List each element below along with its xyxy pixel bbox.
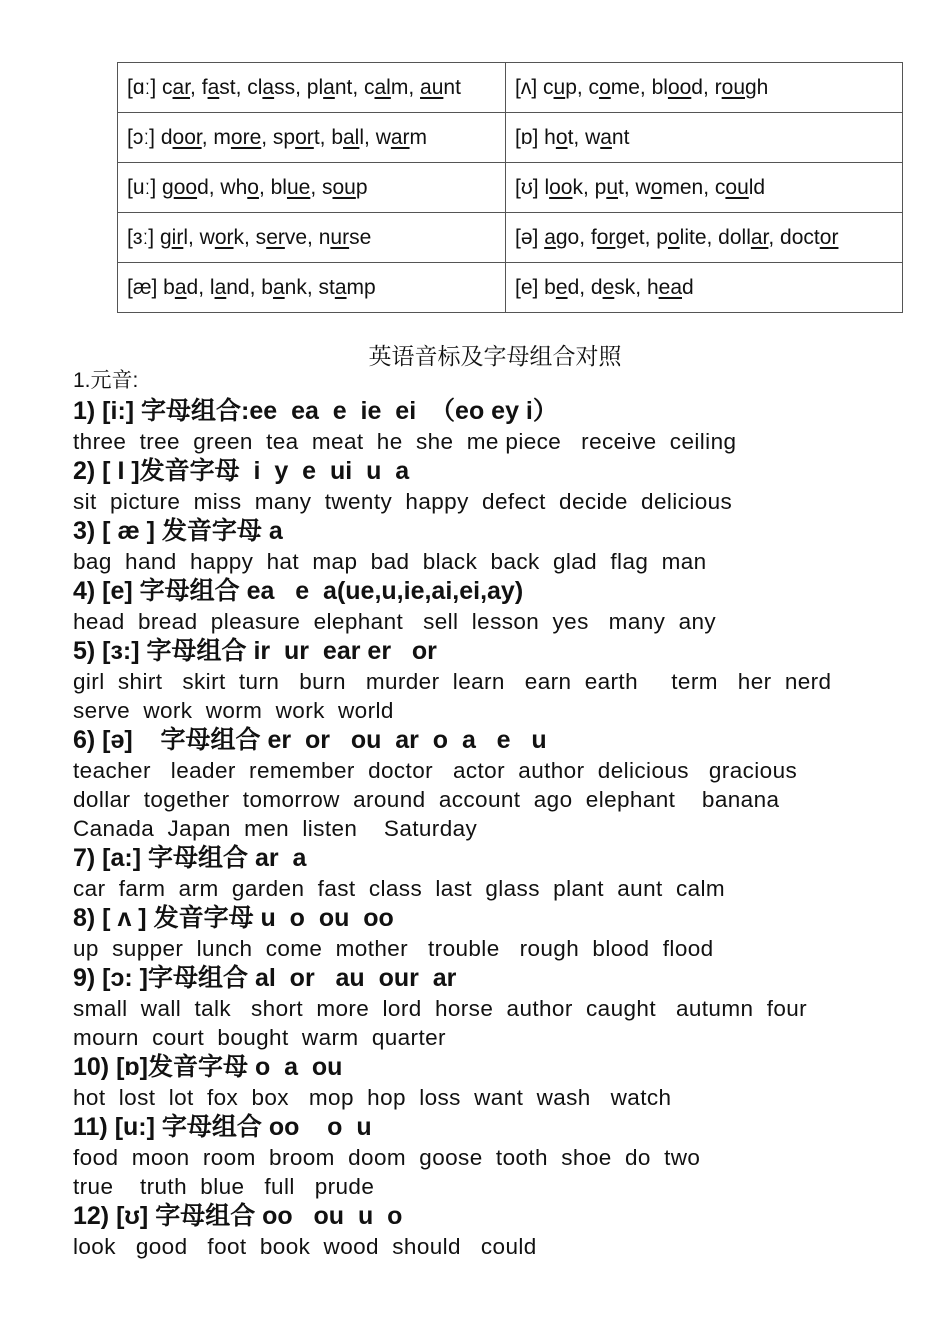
underlined-letters: ea bbox=[658, 275, 682, 299]
phonetic-cell bbox=[118, 263, 506, 313]
vowel-section bbox=[73, 1201, 933, 1261]
underlined-letters: a bbox=[544, 225, 556, 249]
underlined-letters: ar bbox=[390, 125, 410, 149]
underlined-letters: u bbox=[553, 75, 566, 99]
phonetic-text: [ɒ] h bbox=[515, 125, 556, 149]
vowel-section bbox=[73, 636, 933, 725]
example-words: true truth blue full prude bbox=[73, 1174, 375, 1199]
phonetic-text: p, c bbox=[565, 75, 600, 99]
underlined-letters: o bbox=[650, 175, 663, 199]
phonetic-text: , m bbox=[201, 125, 231, 149]
phonetic-row bbox=[118, 263, 903, 313]
example-words: up supper lunch come mother trouble rough blood flood bbox=[73, 936, 714, 961]
vowel-section bbox=[73, 396, 933, 456]
underlined-letters: ou bbox=[721, 75, 745, 99]
phonetic-text: go, f bbox=[555, 225, 597, 249]
underlined-letters: a bbox=[262, 75, 275, 99]
underlined-letters: ou bbox=[332, 175, 356, 199]
underlined-letters: o bbox=[667, 225, 680, 249]
phonetic-row bbox=[118, 163, 903, 213]
vowel-section bbox=[73, 576, 933, 636]
underlined-letters: ir bbox=[171, 225, 184, 249]
example-words: Canada Japan men listen Saturday bbox=[73, 816, 478, 841]
phonetic-text: [ɜː] g bbox=[127, 225, 172, 249]
phonetic-text: k, s bbox=[233, 225, 267, 249]
underlined-letters: ore bbox=[230, 125, 262, 149]
vowel-section bbox=[73, 516, 933, 576]
phonetic-text: t, b bbox=[313, 125, 343, 149]
underlined-letters: al bbox=[343, 125, 360, 149]
example-words: serve work worm work world bbox=[73, 698, 394, 723]
underlined-letters: oo bbox=[667, 75, 692, 99]
underlined-letters: o bbox=[555, 125, 568, 149]
phonetic-text: p bbox=[355, 175, 368, 199]
underlined-letters: o bbox=[599, 75, 611, 99]
example-words: dollar together tomorrow around account ago elephant banana bbox=[73, 787, 780, 812]
vowel-heading: 1) [i:] 字母组合:ee ea e ie ei （eo ey i） bbox=[73, 397, 558, 425]
phonetic-row bbox=[118, 113, 903, 163]
phonetic-text: [ʊ] l bbox=[515, 175, 550, 199]
example-words: girl shirt skirt turn burn murder learn earn earth term her nerd bbox=[73, 669, 832, 694]
phonetic-row bbox=[118, 63, 903, 113]
phonetic-text: ld bbox=[748, 175, 766, 199]
phonetic-cell bbox=[118, 163, 506, 213]
section-subtitle: 1.元音: bbox=[73, 369, 139, 392]
phonetic-text: , doct bbox=[768, 225, 820, 249]
vowel-section bbox=[73, 843, 933, 903]
phonetic-text: nt bbox=[611, 125, 630, 149]
example-words: bag hand happy hat map bad black back glad flag man bbox=[73, 549, 707, 574]
vowel-heading: 10) [ɒ]发音字母 o a ou bbox=[73, 1053, 343, 1081]
phonetic-cell bbox=[506, 263, 903, 313]
phonetic-table-body bbox=[118, 63, 903, 313]
phonetic-text: [ɑː] c bbox=[127, 75, 173, 99]
phonetic-text: [e] b bbox=[515, 275, 556, 299]
underlined-letters: a bbox=[600, 125, 612, 149]
underlined-letters: a bbox=[334, 275, 347, 299]
example-words: three tree green tea meat he she me piece receive ceiling bbox=[73, 429, 737, 454]
example-words: food moon room broom doom goose tooth shoe do two bbox=[73, 1145, 701, 1170]
example-words: sit picture miss many twenty happy defect decide delicious bbox=[73, 489, 733, 514]
underlined-letters: a bbox=[272, 275, 285, 299]
phonetic-cell bbox=[118, 113, 506, 163]
vowel-section bbox=[73, 1052, 933, 1112]
vowel-heading: 4) [e] 字母组合 ea e a(ue,u,ie,ai,ei,ay) bbox=[73, 577, 524, 605]
underlined-letters: a bbox=[323, 75, 335, 99]
example-words: car farm arm garden fast class last glass plant aunt calm bbox=[73, 876, 726, 901]
phonetic-cell bbox=[506, 113, 903, 163]
phonetic-text: d, wh bbox=[197, 175, 248, 199]
example-words: look good foot book wood should could bbox=[73, 1234, 537, 1259]
underlined-letters: er bbox=[266, 225, 285, 249]
vowel-sections bbox=[73, 396, 933, 1261]
underlined-letters: a bbox=[214, 275, 227, 299]
phonetic-text: nk, st bbox=[284, 275, 335, 299]
underlined-letters: ar bbox=[172, 75, 191, 99]
phonetic-text: men, c bbox=[662, 175, 726, 199]
underlined-letters: al bbox=[374, 75, 391, 99]
phonetic-text: , f bbox=[190, 75, 208, 99]
phonetic-text: m bbox=[409, 125, 428, 149]
phonetic-text: [ə] bbox=[515, 225, 545, 249]
phonetic-text: [uː] g bbox=[127, 175, 174, 199]
phonetic-text: t, w bbox=[618, 175, 651, 199]
phonetic-text: mp bbox=[346, 275, 376, 299]
vowel-heading: 11) [u:] 字母组合 oo o u bbox=[73, 1113, 372, 1141]
underlined-letters: oor bbox=[172, 125, 202, 149]
phonetic-text: st, cl bbox=[219, 75, 263, 99]
phonetic-text: d, d bbox=[567, 275, 603, 299]
phonetic-text: t, w bbox=[567, 125, 601, 149]
underlined-letters: au bbox=[420, 75, 444, 99]
phonetic-cell bbox=[506, 213, 903, 263]
vowel-heading: 2) [ I ]发音字母 i y e ui u a bbox=[73, 457, 410, 485]
phonetic-text: , bl bbox=[258, 175, 287, 199]
underlined-letters: ur bbox=[330, 225, 350, 249]
vowel-content bbox=[73, 366, 933, 1261]
vowel-heading: 7) [a:] 字母组合 ar a bbox=[73, 844, 307, 872]
underlined-letters: or bbox=[596, 225, 616, 249]
phonetic-text: sk, h bbox=[614, 275, 659, 299]
phonetic-text: se bbox=[349, 225, 372, 249]
phonetic-text: me, bl bbox=[610, 75, 668, 99]
phonetic-text: [ʌ] c bbox=[515, 75, 554, 99]
vowel-section bbox=[73, 456, 933, 516]
vowel-heading: 12) [ʊ] 字母组合 oo ou u o bbox=[73, 1202, 403, 1230]
phonetic-text: k, p bbox=[572, 175, 607, 199]
phonetic-text: , sp bbox=[261, 125, 296, 149]
vowel-heading: 3) [ æ ] 发音字母 a bbox=[73, 517, 283, 545]
phonetic-text: get, p bbox=[615, 225, 668, 249]
phonetic-text: ss, pl bbox=[274, 75, 324, 99]
phonetic-cell bbox=[118, 213, 506, 263]
vowel-heading: 6) [ə] 字母组合 er or ou ar o a e u bbox=[73, 726, 547, 754]
phonetic-text: [ɔː] d bbox=[127, 125, 173, 149]
vowel-heading: 5) [ɜ:] 字母组合 ir ur ear er or bbox=[73, 637, 437, 665]
vowel-heading: 9) [ɔ: ]字母组合 al or au our ar bbox=[73, 964, 457, 992]
phonetic-text: [æ] b bbox=[127, 275, 175, 299]
vowel-section bbox=[73, 1112, 933, 1201]
vowel-section bbox=[73, 725, 933, 843]
example-words: hot lost lot fox box mop hop loss want wash watch bbox=[73, 1085, 672, 1110]
phonetic-text: l, w bbox=[359, 125, 391, 149]
underlined-letters: oo bbox=[173, 175, 198, 199]
underlined-letters: u bbox=[606, 175, 619, 199]
phonetic-text: d, r bbox=[691, 75, 722, 99]
underlined-letters: e bbox=[602, 275, 615, 299]
underlined-letters: or bbox=[819, 225, 839, 249]
phonetic-text: nt, c bbox=[334, 75, 375, 99]
underlined-letters: e bbox=[555, 275, 568, 299]
phonetic-text: nt bbox=[443, 75, 461, 99]
phonetic-text: d, l bbox=[186, 275, 215, 299]
vowel-section bbox=[73, 903, 933, 963]
phonetic-row bbox=[118, 213, 903, 263]
example-words: small wall talk short more lord horse author caught autumn four bbox=[73, 996, 808, 1021]
phonetic-text: ve, n bbox=[284, 225, 331, 249]
phonetic-text: lite, doll bbox=[679, 225, 751, 249]
phonetic-cell bbox=[118, 63, 506, 113]
underlined-letters: ar bbox=[750, 225, 769, 249]
phonetic-text: d bbox=[682, 275, 694, 299]
vowel-section bbox=[73, 963, 933, 1052]
underlined-letters: oo bbox=[549, 175, 573, 199]
phonetic-text: , s bbox=[310, 175, 333, 199]
example-words: teacher leader remember doctor actor author delicious gracious bbox=[73, 758, 798, 783]
phonetic-table bbox=[117, 62, 903, 313]
underlined-letters: o bbox=[247, 175, 259, 199]
underlined-letters: a bbox=[174, 275, 187, 299]
vowel-heading: 8) [ ʌ ] 发音字母 u o ou oo bbox=[73, 904, 394, 932]
underlined-letters: a bbox=[207, 75, 220, 99]
phonetic-text: l, w bbox=[183, 225, 215, 249]
example-words: head bread pleasure elephant sell lesson yes many any bbox=[73, 609, 717, 634]
phonetic-text: m, bbox=[390, 75, 421, 99]
underlined-letters: ou bbox=[725, 175, 749, 199]
underlined-letters: or bbox=[295, 125, 314, 149]
underlined-letters: or bbox=[214, 225, 234, 249]
underlined-letters: ue bbox=[286, 175, 311, 199]
page-title: 英语音标及字母组合对照 bbox=[368, 344, 622, 370]
example-words: mourn court bought warm quarter bbox=[73, 1025, 446, 1050]
phonetic-cell bbox=[506, 63, 903, 113]
phonetic-text: gh bbox=[745, 75, 769, 99]
phonetic-text: nd, b bbox=[226, 275, 273, 299]
phonetic-cell bbox=[506, 163, 903, 213]
